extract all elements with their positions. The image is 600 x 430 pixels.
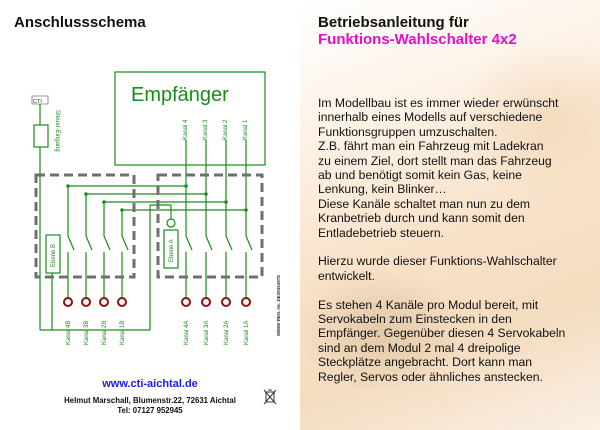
instructions-title-line1: Betriebsanleitung für	[318, 14, 469, 31]
paragraph-intro: Im Modellbau ist es immer wieder erwünscht innerhalb eines Modells auf verschiedene Funktionsgruppen umzuschalten. Z.B. fährt man ein Fahrzeug mit Ladekran zu einem Ziel, dort stellt man das Fahrzeug ab und benötigt somit kein Gas, keine Lenkung, kein Blinker… Diese Kanäle schaltet man nun zu dem Kranbetrieb durch und kann somit den Entladebetrieb steuern.	[318, 96, 559, 240]
output-2b: Kanal 2B	[102, 320, 108, 345]
output-4b: Kanal 4B	[66, 320, 72, 345]
paragraph-channels: Es stehen 4 Kanäle pro Modul bereit, mit Servokabeln zum Einstecken in den Empfänger. Gegenüber diesen 4 Servokabeln sind an dem Modul 2 mal 4 dreipolige Steckplätze angebracht. Dort kann man Regler, Servos oder ähnliches anstecken.	[318, 297, 566, 384]
recycle-bin-icon	[262, 388, 278, 406]
level-b-label: Ebene B	[51, 243, 57, 267]
receiver-channel-4: Kanal 4	[183, 119, 189, 140]
control-input-label: Steuer-Eingang	[54, 110, 60, 152]
wiring-diagram	[0, 0, 300, 370]
output-1a: Kanal 1A	[244, 320, 250, 345]
svg-text:CTI: CTI	[33, 99, 42, 105]
output-4a: Kanal 4A	[184, 320, 190, 345]
paragraph-purpose: Hierzu wurde dieser Funktions-Wahlschalter entwickelt.	[318, 254, 557, 283]
output-2a: Kanal 2A	[224, 320, 230, 345]
website-link[interactable]: www.cti-aichtal.de	[102, 378, 198, 390]
address-line: Helmut Marschall, Blumenstr.22, 72631 Aichtal	[64, 396, 236, 405]
output-3b: Kanal 3B	[84, 320, 90, 345]
level-a-label: Ebene A	[169, 239, 175, 262]
instructions-body	[318, 96, 598, 384]
weee-registration: WEEE-REG.-Nr. DE39354978	[276, 275, 281, 336]
instructions-panel	[300, 0, 600, 430]
receiver-label: Empfänger	[131, 84, 229, 106]
phone-line: Tel: 07127 952945	[117, 406, 183, 415]
schematic-title: Anschlussschema	[14, 14, 146, 31]
receiver-channel-1: Kanal 1	[243, 119, 249, 140]
receiver-channel-2: Kanal 2	[223, 119, 229, 140]
receiver-channel-3: Kanal 3	[203, 119, 209, 140]
output-3a: Kanal 3A	[204, 320, 210, 345]
instructions-title-line2: Funktions-Wahlschalter 4x2	[318, 31, 517, 48]
output-1b: Kanal 1B	[120, 320, 126, 345]
